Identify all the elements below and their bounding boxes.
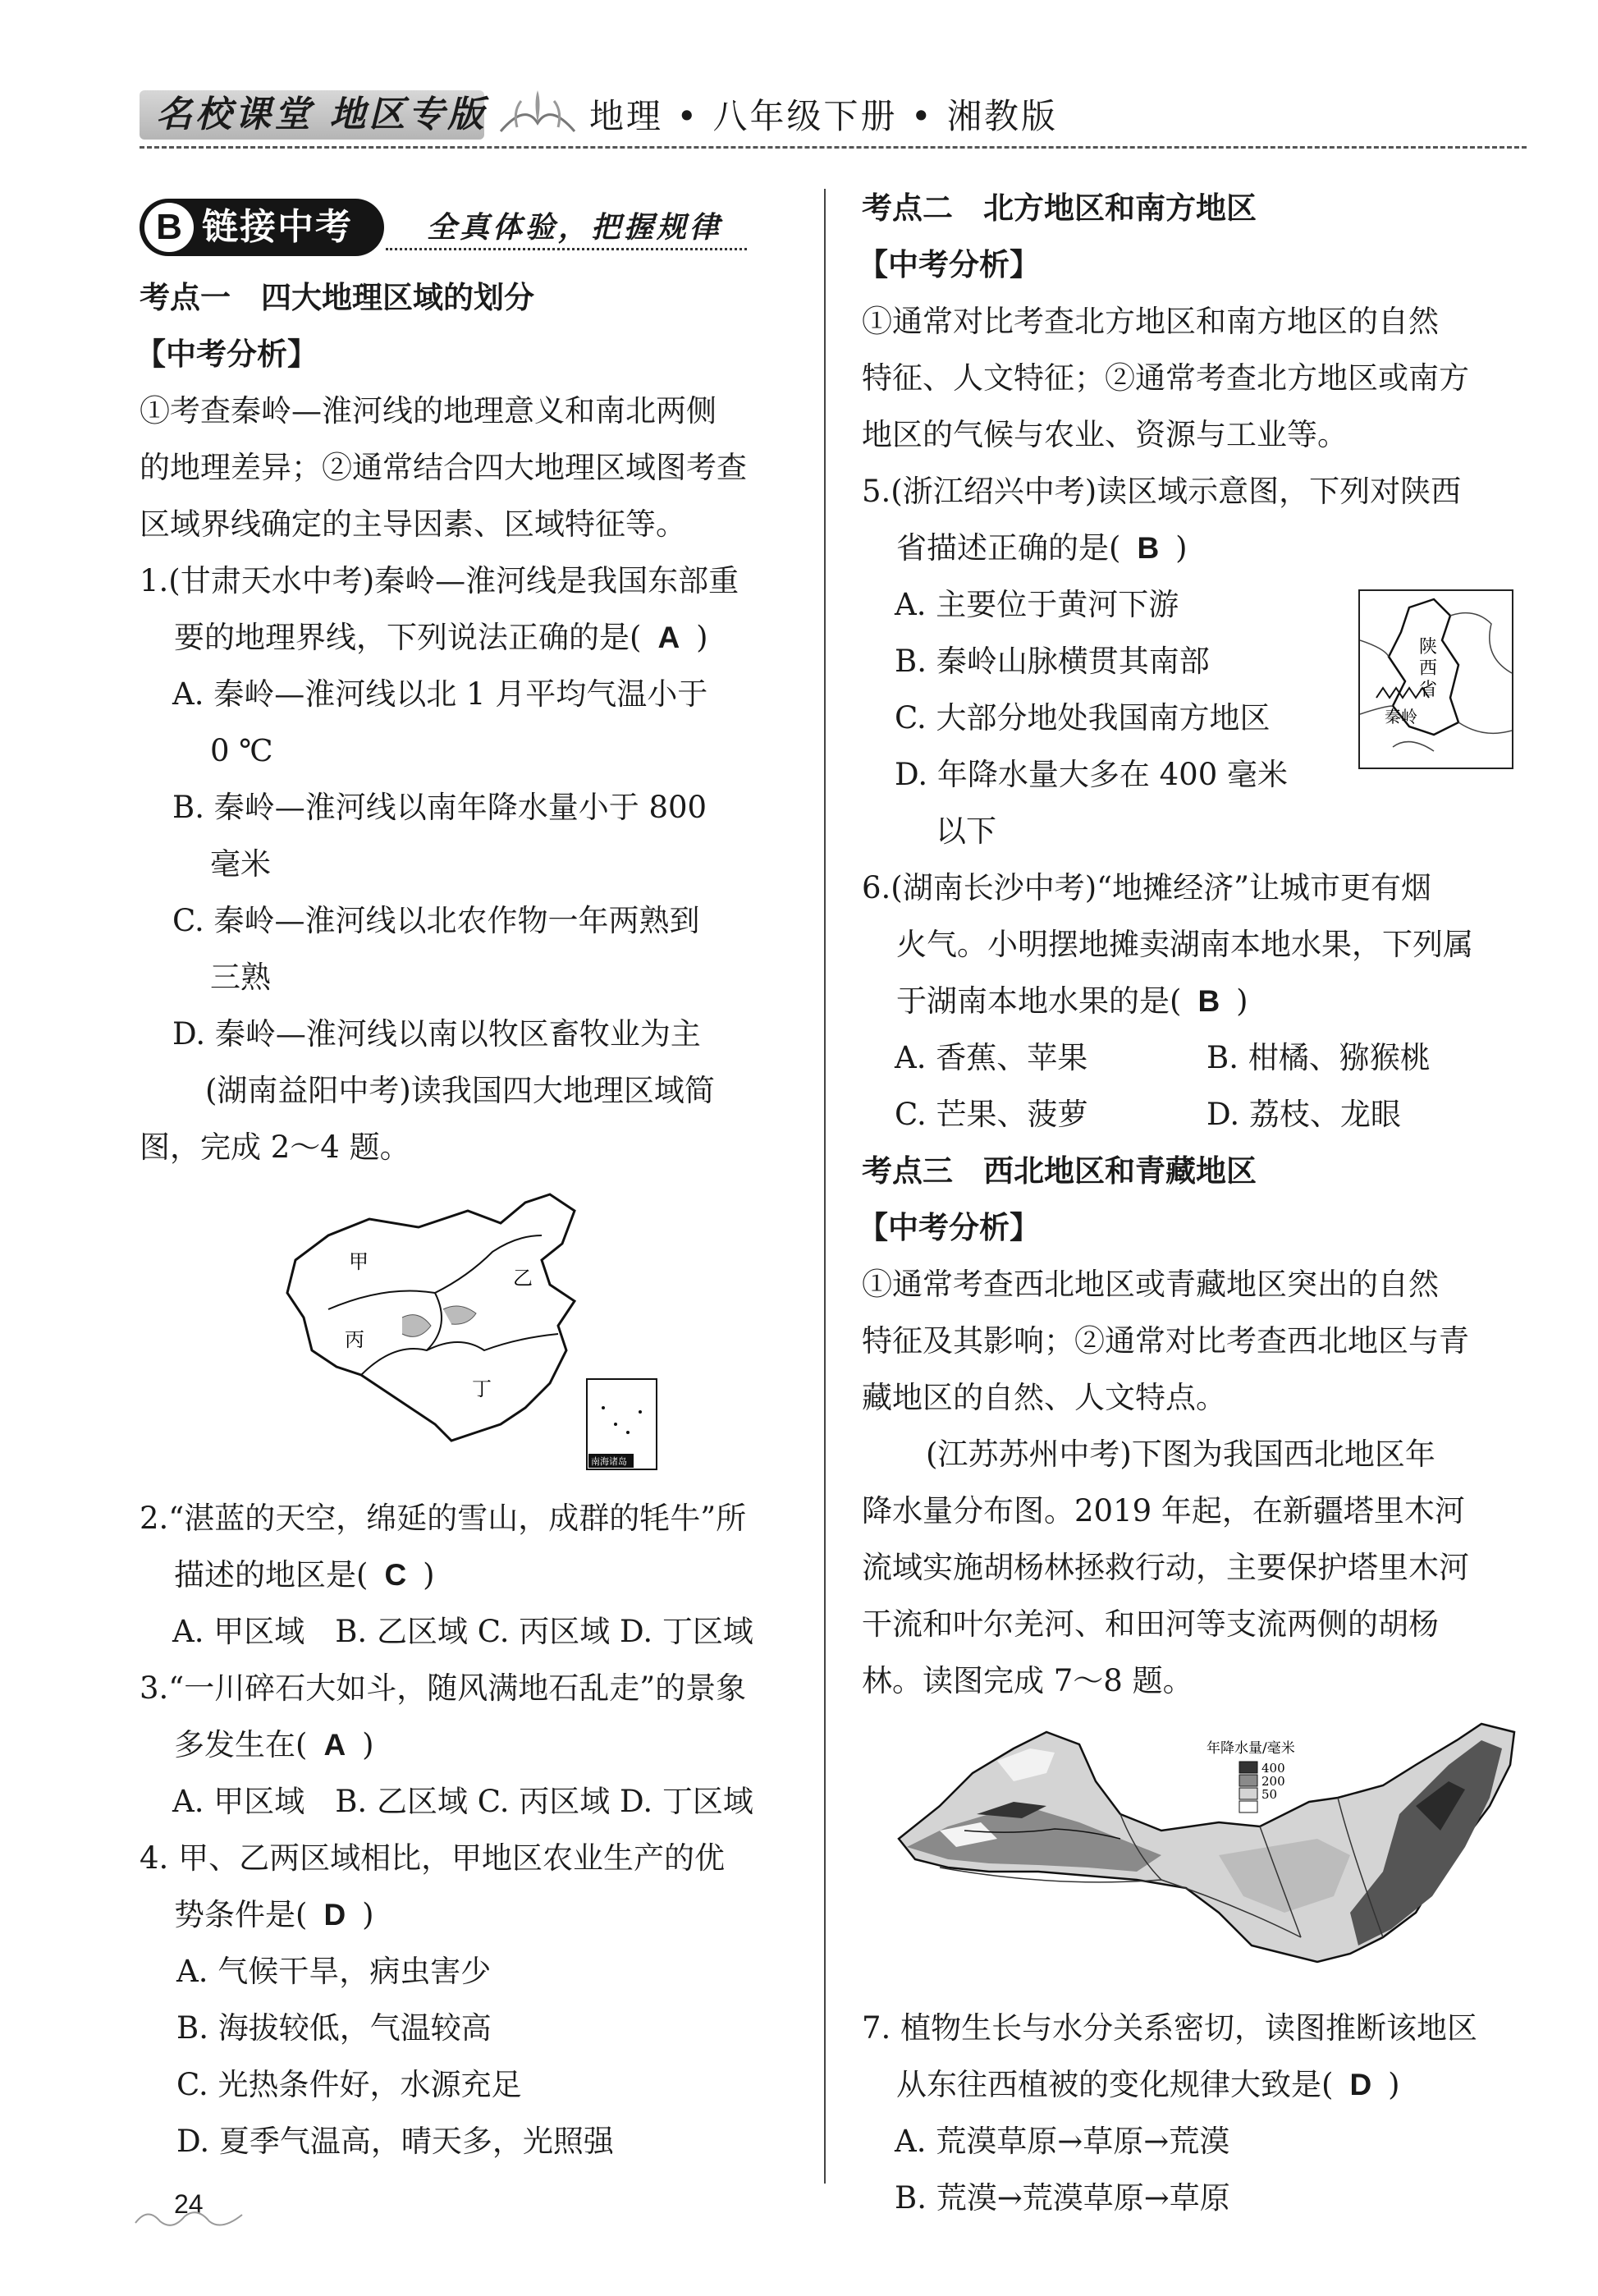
q1-stem: 要的地理界线，下列说法正确的是( A ) — [174, 620, 708, 655]
legend-swatch-400 — [1239, 1762, 1257, 1773]
q5-option-d: 以下 — [936, 813, 996, 849]
q6-stem: 火气。小明摆地摊卖湖南本地水果，下列属 — [896, 927, 1473, 962]
q4-answer: D — [323, 1898, 346, 1932]
q7-option-a: A. 荒漠草原→草原→荒漠 — [895, 2124, 1230, 2159]
q4-option-b: B. 海拔较低，气温较高 — [176, 2010, 492, 2046]
q6-option-c: C. 芒果、菠萝 — [895, 1097, 1088, 1132]
q3-stem: 多发生在( A ) — [174, 1727, 374, 1762]
section-title: 链接中考 — [202, 206, 353, 248]
intro-7-8: 林。读图完成 7～8 题。 — [862, 1663, 1193, 1698]
kp1-title: 考点一 四大地理区域的划分 — [140, 280, 534, 315]
q2-stem: 2.“湛蓝的天空，绵延的雪山，成群的牦牛”所 — [140, 1501, 747, 1536]
q3-options: A. 甲区域 B. 乙区域 C. 丙区域 D. 丁区域 — [172, 1784, 753, 1819]
q2-stem: 描述的地区是( C ) — [174, 1557, 435, 1593]
q3-answer: A — [323, 1728, 346, 1762]
q7-option-b: B. 荒漠→荒漠草原→草原 — [895, 2180, 1230, 2216]
intro-7-8: 降水量分布图。2019 年起，在新疆塔里木河 — [862, 1493, 1465, 1528]
kp3-analysis-line: ①通常考查西北地区或青藏地区突出的自然 — [862, 1267, 1439, 1302]
q6-option-d: D. 荔枝、龙眼 — [1207, 1097, 1401, 1132]
kp3-analysis-line: 特征及其影响；②通常对比考查西北地区与青 — [862, 1323, 1469, 1359]
section-slogan: 全真体验，把握规律 — [427, 211, 723, 245]
northwest-precipitation-map — [891, 1716, 1522, 1995]
kp2-title: 考点二 北方地区和南方地区 — [862, 190, 1257, 226]
q1-answer: A — [657, 621, 680, 654]
q4-stem: 势条件是( D ) — [174, 1897, 374, 1932]
china-regions-map — [279, 1186, 665, 1473]
intro-2-4: (湖南益阳中考)读我国四大地理区域简 — [205, 1073, 715, 1108]
q1-option-c: C. 秦岭—淮河线以北农作物一年两熟到 — [172, 903, 700, 938]
region-label-bing: 丙 — [345, 1328, 364, 1351]
q5-stem: 5.(浙江绍兴中考)读区域示意图，下列对陕西 — [862, 474, 1462, 509]
q2-options: A. 甲区域 B. 乙区域 C. 丙区域 D. 丁区域 — [172, 1614, 753, 1649]
q6-stem: 6.(湖南长沙中考)“地摊经济”让城市更有烟 — [862, 870, 1432, 905]
q5-option-a: A. 主要位于黄河下游 — [895, 587, 1179, 622]
q1-option-a: A. 秦岭—淮河线以北 1 月平均气温小于 — [172, 676, 708, 712]
kp3-analysis-line: 藏地区的自然、人文特点。 — [862, 1380, 1226, 1415]
kp2-analysis-line: ①通常对比考查北方地区和南方地区的自然 — [862, 304, 1439, 339]
q5-stem: 省描述正确的是( B ) — [896, 530, 1188, 566]
leaf-ornament-icon — [492, 86, 583, 144]
legend-level: 200 — [1261, 1774, 1285, 1789]
kp2-analysis-line: 地区的气候与农业、资源与工业等。 — [862, 417, 1348, 452]
intro-7-8: (江苏苏州中考)下图为我国西北地区年 — [926, 1437, 1435, 1472]
q6-stem: 于湖南本地水果的是( B ) — [896, 983, 1248, 1019]
kp1-analysis-line: ①考查秦岭—淮河线的地理意义和南北两侧 — [140, 393, 717, 428]
q5-option-c: C. 大部分地处我国南方地区 — [895, 700, 1271, 736]
intro-7-8: 干流和叶尔羌河、和田河等支流两侧的胡杨 — [862, 1606, 1439, 1642]
q1-option-c: 三熟 — [210, 960, 271, 995]
q2-answer: C — [384, 1558, 407, 1592]
kp2-analysis-line: 特征、人文特征；②通常考查北方地区或南方 — [862, 360, 1469, 396]
kp1-analysis-line: 区域界线确定的主导因素、区域特征等。 — [140, 506, 686, 542]
province-label: 陕西省 — [1419, 637, 1438, 700]
legend-title: 年降水量/毫米 — [1207, 1740, 1295, 1757]
legend-swatch-50 — [1239, 1788, 1257, 1799]
kp3-analysis-label: 【中考分析】 — [858, 1210, 1040, 1245]
book-info: 地理 • 八年级下册 • 湘教版 — [589, 96, 1058, 136]
region-label-yi: 乙 — [513, 1267, 533, 1290]
legend-swatch-200 — [1239, 1775, 1257, 1786]
q5-option-b: B. 秦岭山脉横贯其南部 — [895, 644, 1210, 679]
q6-option-b: B. 柑橘、猕猴桃 — [1207, 1040, 1431, 1075]
inset-label: 南海诸岛 — [591, 1456, 627, 1467]
q1-option-b: 毫米 — [210, 846, 271, 882]
q7-answer: D — [1349, 2068, 1372, 2101]
q1-option-a: 0 ℃ — [210, 733, 273, 768]
shaanxi-map — [1358, 589, 1513, 769]
q1-option-b: B. 秦岭—淮河线以南年降水量小于 800 — [172, 790, 707, 825]
q4-option-d: D. 夏季气温高，晴天多，光照强 — [176, 2124, 614, 2159]
q5-answer: B — [1137, 531, 1160, 565]
swirl-ornament-icon — [131, 2207, 246, 2231]
kp2-analysis-label: 【中考分析】 — [858, 247, 1040, 282]
page-number: 24 — [174, 2189, 204, 2219]
region-label-jia: 甲 — [349, 1250, 369, 1273]
q5-option-d: D. 年降水量大多在 400 毫米 — [895, 757, 1289, 792]
slogan-underline — [386, 248, 747, 250]
intro-2-4: 图，完成 2～4 题。 — [140, 1130, 410, 1165]
region-label-ding: 丁 — [472, 1377, 492, 1400]
series-title: 名校课堂 地区专版 — [156, 94, 488, 135]
column-divider — [824, 189, 826, 2184]
q1-stem: 1.(甘肃天水中考)秦岭—淮河线是我国东部重 — [140, 563, 739, 598]
intro-7-8: 流域实施胡杨林拯救行动，主要保护塔里木河 — [862, 1550, 1469, 1585]
kp3-title: 考点三 西北地区和青藏地区 — [862, 1153, 1257, 1189]
kp1-analysis-line: 的地理差异；②通常结合四大地理区域图考查 — [140, 450, 747, 485]
legend-level: 50 — [1261, 1787, 1278, 1802]
q4-option-a: A. 气候干旱，病虫害少 — [176, 1954, 492, 1989]
q4-stem: 4. 甲、乙两区域相比，甲地区农业生产的优 — [140, 1840, 726, 1876]
q7-stem: 从东往西植被的变化规律大致是( D ) — [896, 2067, 1400, 2102]
q6-option-a: A. 香蕉、苹果 — [895, 1040, 1088, 1075]
q6-answer: B — [1197, 984, 1220, 1018]
section-letter-badge: B — [144, 203, 194, 252]
header-divider — [140, 146, 1527, 149]
kp1-analysis-label: 【中考分析】 — [135, 337, 318, 372]
q3-stem: 3.“一川碎石大如斗，随风满地石乱走”的景象 — [140, 1670, 747, 1706]
q1-option-d: D. 秦岭—淮河线以南以牧区畜牧业为主 — [172, 1016, 701, 1052]
legend-swatch-below-50 — [1239, 1801, 1257, 1813]
q4-option-c: C. 光热条件好，水源充足 — [176, 2067, 522, 2102]
qinling-label: 秦岭 — [1385, 707, 1417, 726]
legend-level: 400 — [1261, 1761, 1285, 1776]
q7-stem: 7. 植物生长与水分关系密切，读图推断该地区 — [862, 2010, 1478, 2046]
